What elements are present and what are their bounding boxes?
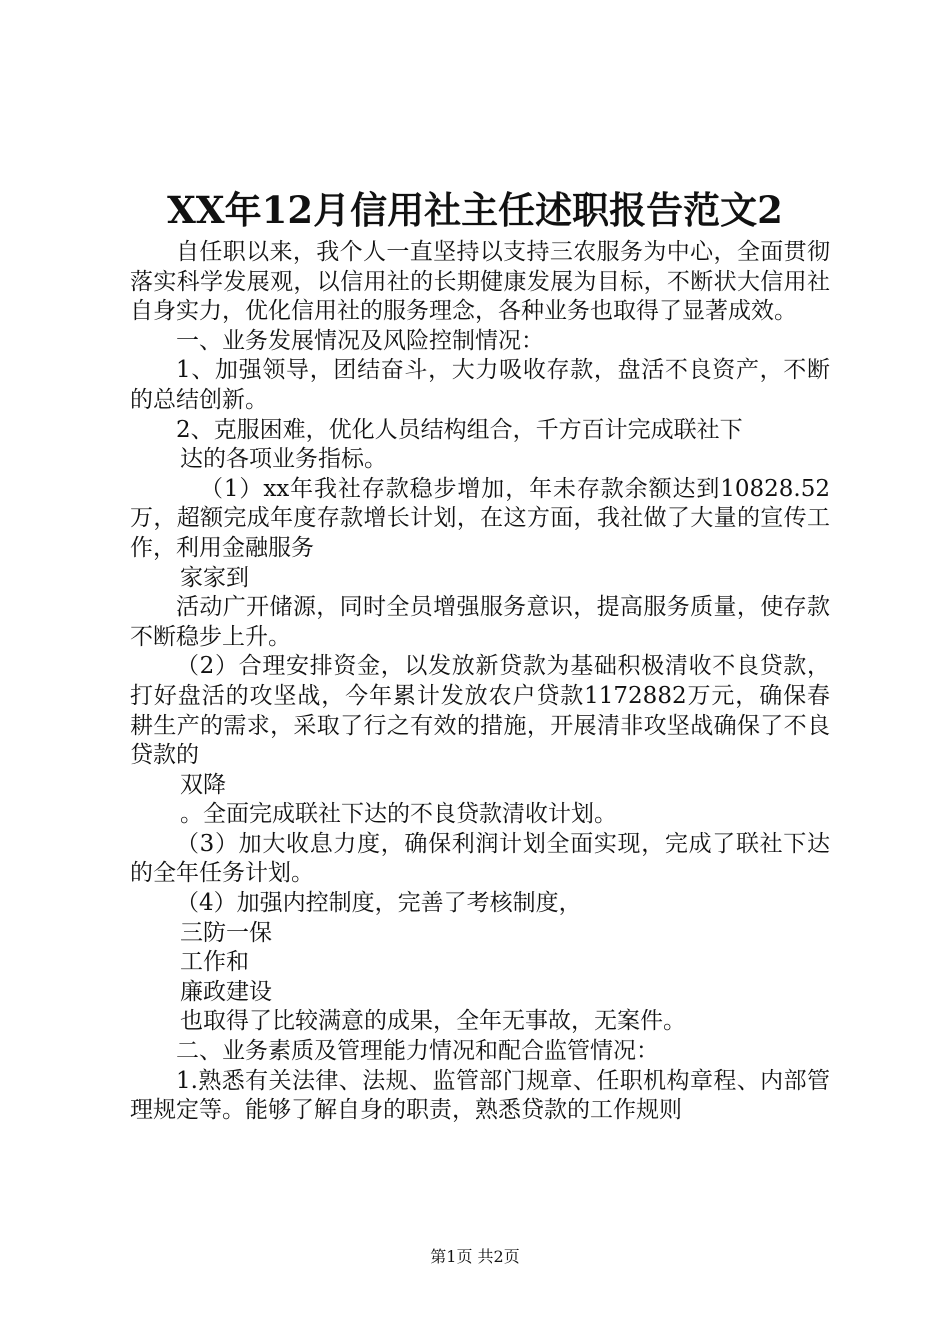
fragment-line: 家家到: [180, 564, 249, 591]
paragraph-item-1: 1、加强领导，团结奋斗，大力吸收存款，盘活不良资产，不断的总结创新。: [130, 357, 830, 413]
fragment-line: 三防一保: [180, 919, 272, 946]
paragraph-item-2-cont: 达的各项业务指标。: [180, 446, 387, 473]
document-body: [130, 238, 830, 1126]
section-heading-2: 二、业务素质及管理能力情况和配合监管情况：: [176, 1038, 659, 1065]
fragment-line: 工作和: [180, 949, 249, 976]
paragraph-section-2-item-1: 1.熟悉有关法律、法规、监管部门规章、任职机构章程、内部管理规定等。能够了解自身的职责，熟悉贷款的工作规则: [130, 1067, 830, 1124]
paragraph-sub-4: （4）加强内控制度，完善了考核制度，: [176, 890, 582, 917]
paragraph-sub-2-cont: 。全面完成联社下达的不良贷款清收计划。: [180, 801, 617, 828]
paragraph-intro: 自任职以来，我个人一直坚持以支持三农服务为中心，全面贯彻落实科学发展观，以信用社的长期健康发展为目标，不断状大信用社自身实力，优化信用社的服务理念，各种业务也取得了显著成效。: [130, 239, 830, 325]
fragment-line: 廉政建设: [180, 978, 272, 1005]
fragment-line: 双降: [180, 771, 226, 798]
section-heading-1: 一、业务发展情况及风险控制情况：: [176, 327, 544, 354]
paragraph-sub-1-cont: 活动广开储源，同时全员增强服务意识，提高服务质量，使存款不断稳步上升。: [130, 594, 830, 650]
paragraph-sub-2: （2）合理安排资金，以发放新贷款为基础积极清收不良贷款，打好盘活的攻坚战，今年累计发放农户贷款1172882万元，确保春耕生产的需求，采取了行之有效的措施，开展清非攻坚战确保了不良贷款的: [130, 653, 830, 769]
page-footer: 第1页 共2页: [430, 1247, 520, 1266]
paragraph-item-2: 2、克服困难，优化人员结构组合，千方百计完成联社下: [176, 416, 743, 443]
document-title: XX年12月信用社主任述职报告范文2: [167, 188, 783, 232]
paragraph-sub-4-cont: 也取得了比较满意的成果，全年无事故，无案件。: [180, 1008, 686, 1035]
paragraph-sub-3: （3）加大收息力度，确保利润计划全面实现，完成了联社下达的全年任务计划。: [130, 830, 830, 887]
paragraph-sub-1: （1）xx年我社存款稳步增加，年未存款余额达到10828.52万，超额完成年度存款增长计划，在这方面，我社做了大量的宣传工作，利用金融服务: [130, 475, 830, 561]
